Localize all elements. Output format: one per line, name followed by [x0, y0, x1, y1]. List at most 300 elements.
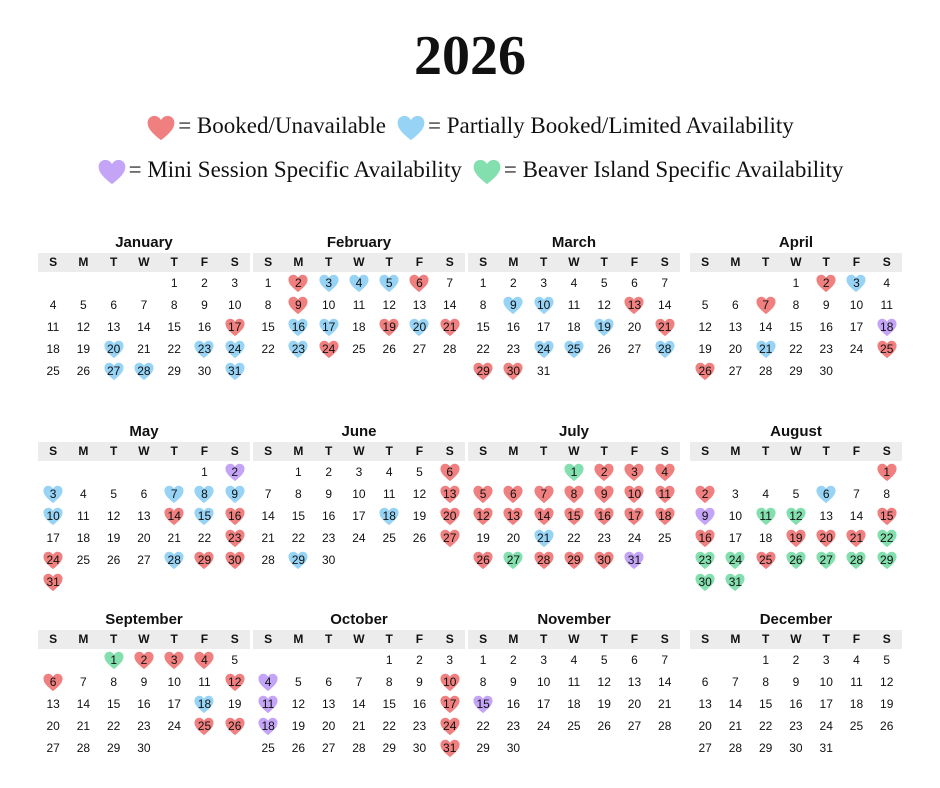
- day-number: 25: [880, 342, 894, 356]
- day-number: 21: [658, 697, 672, 711]
- day-number: 13: [106, 320, 121, 334]
- day-cell: [99, 505, 129, 527]
- day-cell: [781, 360, 811, 382]
- day-number: 30: [506, 741, 521, 755]
- day-number: 15: [197, 509, 212, 523]
- day-cell-booked: [589, 461, 619, 483]
- day-cell: [374, 693, 404, 715]
- day-cell: [38, 715, 68, 737]
- weekday-header: F: [404, 442, 434, 461]
- day-cell: [720, 316, 750, 338]
- month-grid: [253, 253, 465, 360]
- day-cell-partial: [529, 294, 559, 316]
- day-cell: [468, 316, 498, 338]
- day-cell: [374, 338, 404, 360]
- day-number: 10: [46, 509, 60, 523]
- day-number: 22: [567, 531, 581, 545]
- day-number: 6: [110, 298, 117, 312]
- day-cell: [690, 737, 720, 759]
- day-number: 2: [325, 465, 332, 479]
- blue-heart-icon: [396, 114, 426, 142]
- day-cell: [374, 294, 404, 316]
- day-number: 25: [758, 553, 773, 567]
- day-number: 18: [261, 719, 275, 733]
- day-number: 22: [382, 719, 396, 733]
- day-number: 1: [264, 276, 272, 290]
- day-cell-partial: [529, 527, 559, 549]
- day-number: 18: [658, 509, 672, 523]
- weekday-header: S: [253, 253, 283, 272]
- day-cell: [841, 671, 871, 693]
- day-number: 3: [732, 487, 739, 501]
- day-number: 2: [416, 653, 423, 667]
- day-cell-partial: [283, 338, 313, 360]
- day-cell-beaver: [720, 549, 750, 571]
- day-cell: [781, 693, 811, 715]
- day-cell-booked: [529, 505, 559, 527]
- month-grid: [38, 442, 250, 593]
- day-number: 9: [600, 487, 608, 501]
- empty-day-cell: [159, 461, 189, 483]
- day-cell-partial: [559, 338, 589, 360]
- day-cell-partial: [159, 549, 189, 571]
- day-cell: [720, 294, 750, 316]
- month-grid: [253, 442, 465, 571]
- day-cell: [559, 316, 589, 338]
- day-number: 13: [698, 697, 712, 711]
- calendar-year-title: 2026: [414, 25, 526, 87]
- empty-day-cell: [720, 272, 750, 294]
- day-number: 22: [167, 342, 181, 356]
- day-number: 24: [819, 719, 833, 733]
- empty-day-cell: [529, 461, 559, 483]
- day-number: 2: [510, 276, 517, 290]
- day-cell: [159, 527, 189, 549]
- day-number: 1: [792, 276, 800, 290]
- day-number: 16: [321, 509, 336, 523]
- day-cell: [374, 649, 404, 671]
- day-cell: [314, 549, 344, 571]
- day-cell: [68, 338, 98, 360]
- weekday-header: S: [38, 442, 68, 461]
- day-number: 11: [567, 675, 581, 689]
- day-cell: [650, 715, 680, 737]
- day-cell: [189, 294, 219, 316]
- day-number: 4: [570, 653, 578, 667]
- empty-day-cell: [811, 461, 841, 483]
- day-number: 5: [80, 298, 87, 312]
- day-cell: [374, 715, 404, 737]
- empty-day-cell: [253, 649, 283, 671]
- day-cell: [498, 338, 528, 360]
- day-number: 2: [600, 465, 608, 479]
- day-cell: [99, 737, 129, 759]
- weekday-header: S: [650, 630, 680, 649]
- day-number: 20: [412, 320, 427, 334]
- day-cell: [751, 316, 781, 338]
- day-cell: [589, 338, 619, 360]
- day-cell-booked: [38, 671, 68, 693]
- day-number: 23: [137, 719, 151, 733]
- day-cell: [159, 715, 189, 737]
- day-cell: [751, 483, 781, 505]
- day-cell-beaver: [690, 571, 720, 593]
- weekday-header: S: [435, 442, 465, 461]
- day-cell: [841, 693, 871, 715]
- weekday-header: S: [253, 630, 283, 649]
- day-number: 23: [698, 553, 712, 567]
- empty-day-cell: [781, 461, 811, 483]
- day-cell-mini: [253, 715, 283, 737]
- day-number: 27: [412, 342, 427, 356]
- weekday-header: T: [314, 442, 344, 461]
- day-cell-booked: [751, 549, 781, 571]
- day-cell: [751, 527, 781, 549]
- day-cell-beaver: [841, 549, 871, 571]
- day-number: 21: [849, 531, 864, 545]
- day-number: 6: [631, 276, 638, 290]
- day-number: 12: [597, 675, 611, 689]
- day-cell-partial: [650, 338, 680, 360]
- day-cell: [498, 737, 528, 759]
- day-number: 22: [106, 719, 121, 733]
- day-number: 17: [46, 531, 60, 545]
- day-number: 24: [627, 531, 642, 545]
- day-cell: [159, 316, 189, 338]
- day-cell: [129, 527, 159, 549]
- day-cell: [220, 693, 250, 715]
- day-number: 6: [416, 276, 423, 290]
- day-cell-booked: [38, 549, 68, 571]
- day-cell: [435, 338, 465, 360]
- day-number: 24: [849, 342, 864, 356]
- day-cell: [619, 671, 649, 693]
- day-cell-booked: [435, 737, 465, 759]
- day-number: 17: [536, 320, 551, 334]
- day-number: 19: [76, 342, 91, 356]
- day-number: 1: [170, 276, 178, 290]
- day-number: 20: [627, 320, 642, 334]
- day-number: 31: [728, 575, 743, 589]
- day-number: 12: [228, 675, 242, 689]
- day-number: 20: [106, 342, 121, 356]
- day-cell: [404, 715, 434, 737]
- day-cell: [68, 671, 98, 693]
- day-number: 26: [412, 531, 427, 545]
- day-number: 11: [77, 509, 90, 523]
- day-cell: [690, 338, 720, 360]
- day-number: 11: [352, 298, 366, 312]
- day-number: 7: [446, 276, 454, 290]
- day-number: 26: [76, 364, 91, 378]
- day-cell: [872, 483, 902, 505]
- day-number: 11: [759, 509, 772, 523]
- day-number: 25: [261, 741, 275, 755]
- day-cell-partial: [374, 505, 404, 527]
- day-cell: [404, 693, 434, 715]
- day-number: 10: [443, 675, 457, 689]
- day-cell: [619, 316, 649, 338]
- day-number: 8: [762, 675, 769, 689]
- day-cell: [344, 505, 374, 527]
- day-cell-booked: [220, 527, 250, 549]
- day-number: 27: [698, 741, 712, 755]
- day-number: 3: [853, 276, 860, 290]
- day-cell: [283, 737, 313, 759]
- day-cell: [68, 316, 98, 338]
- day-cell: [314, 693, 344, 715]
- day-cell-booked: [220, 671, 250, 693]
- weekday-header: T: [374, 630, 404, 649]
- day-number: 15: [880, 509, 894, 523]
- day-cell: [650, 649, 680, 671]
- day-cell: [189, 316, 219, 338]
- day-number: 6: [140, 487, 148, 501]
- day-number: 19: [476, 531, 490, 545]
- day-cell-beaver: [811, 549, 841, 571]
- day-cell-partial: [751, 338, 781, 360]
- day-cell: [872, 272, 902, 294]
- day-cell: [253, 549, 283, 571]
- weekday-header: S: [435, 253, 465, 272]
- day-number: 15: [382, 697, 396, 711]
- day-number: 17: [352, 509, 366, 523]
- day-cell-booked: [872, 338, 902, 360]
- day-number: 3: [540, 276, 547, 290]
- day-cell-partial: [129, 360, 159, 382]
- day-cell-booked: [690, 527, 720, 549]
- day-number: 17: [321, 320, 336, 334]
- day-number: 16: [506, 697, 521, 711]
- weekday-header: T: [374, 442, 404, 461]
- day-number: 19: [597, 320, 611, 334]
- day-number: 26: [597, 719, 611, 733]
- day-number: 19: [291, 719, 306, 733]
- day-number: 17: [728, 531, 743, 545]
- day-cell: [253, 294, 283, 316]
- day-number: 26: [228, 719, 242, 733]
- month-grid: [690, 253, 902, 382]
- day-number: 9: [231, 487, 239, 501]
- day-number: 23: [291, 342, 306, 356]
- day-number: 5: [883, 653, 891, 667]
- empty-day-cell: [129, 272, 159, 294]
- day-number: 2: [510, 653, 517, 667]
- day-cell: [720, 737, 750, 759]
- day-number: 7: [355, 675, 363, 689]
- legend-item-mini: [97, 154, 462, 186]
- day-cell: [253, 338, 283, 360]
- day-cell: [468, 715, 498, 737]
- day-number: 10: [849, 298, 864, 312]
- weekday-header: T: [374, 253, 404, 272]
- day-number: 7: [661, 653, 669, 667]
- day-cell-booked: [811, 527, 841, 549]
- day-cell: [650, 272, 680, 294]
- day-cell: [189, 461, 219, 483]
- day-cell: [344, 461, 374, 483]
- day-number: 16: [291, 320, 306, 334]
- day-number: 17: [167, 697, 181, 711]
- day-number: 10: [228, 298, 242, 312]
- empty-day-cell: [751, 272, 781, 294]
- day-number: 3: [631, 465, 638, 479]
- day-number: 4: [49, 298, 57, 312]
- day-number: 30: [597, 553, 611, 567]
- day-cell: [811, 360, 841, 382]
- day-cell-booked: [468, 549, 498, 571]
- day-number: 16: [789, 697, 803, 711]
- empty-day-cell: [38, 461, 68, 483]
- day-cell: [811, 505, 841, 527]
- weekday-header: W: [559, 630, 589, 649]
- weekday-header: F: [619, 442, 649, 461]
- day-number: 30: [698, 575, 712, 589]
- day-cell-booked: [559, 549, 589, 571]
- day-cell: [404, 505, 434, 527]
- legend-label-partial: = Partially Booked/Limited Availability: [427, 113, 794, 138]
- month-title: March: [551, 234, 597, 251]
- day-cell: [220, 294, 250, 316]
- day-cell: [344, 693, 374, 715]
- weekday-header: S: [468, 630, 498, 649]
- day-number: 11: [382, 487, 396, 501]
- day-cell: [751, 715, 781, 737]
- day-cell: [468, 649, 498, 671]
- day-cell: [129, 483, 159, 505]
- day-number: 16: [698, 531, 712, 545]
- day-cell-partial: [99, 360, 129, 382]
- day-cell: [253, 272, 283, 294]
- day-number: 22: [880, 531, 894, 545]
- day-cell: [129, 693, 159, 715]
- day-number: 1: [201, 465, 208, 479]
- day-cell: [872, 294, 902, 316]
- day-number: 10: [321, 298, 336, 312]
- day-number: 24: [352, 531, 366, 545]
- day-number: 27: [46, 741, 60, 755]
- day-number: 22: [261, 342, 275, 356]
- day-number: 16: [137, 697, 151, 711]
- weekday-header: T: [159, 442, 189, 461]
- legend-label-mini: = Mini Session Specific Availability: [128, 157, 462, 182]
- day-cell: [68, 693, 98, 715]
- weekday-header: T: [99, 442, 129, 461]
- weekday-header: T: [751, 253, 781, 272]
- day-number: 9: [510, 675, 517, 689]
- empty-day-cell: [68, 272, 98, 294]
- day-number: 8: [570, 487, 578, 501]
- day-cell: [841, 649, 871, 671]
- day-number: 26: [382, 342, 396, 356]
- day-number: 12: [412, 487, 427, 501]
- weekday-header: M: [498, 442, 528, 461]
- day-cell-beaver: [690, 549, 720, 571]
- red-heart-icon: [146, 114, 176, 142]
- day-number: 7: [853, 487, 860, 501]
- day-cell: [99, 527, 129, 549]
- day-cell: [404, 671, 434, 693]
- legend-item-partial: [396, 110, 794, 142]
- day-cell: [99, 316, 129, 338]
- day-cell: [498, 316, 528, 338]
- day-number: 25: [658, 531, 672, 545]
- day-cell: [498, 527, 528, 549]
- weekday-header: S: [872, 442, 902, 461]
- weekday-header: S: [38, 630, 68, 649]
- day-cell: [253, 505, 283, 527]
- day-cell: [529, 649, 559, 671]
- day-cell: [872, 671, 902, 693]
- weekday-header: F: [841, 630, 871, 649]
- day-cell: [99, 483, 129, 505]
- day-number: 13: [627, 298, 642, 312]
- day-number: 24: [321, 342, 336, 356]
- day-cell: [314, 294, 344, 316]
- month-title: November: [537, 611, 611, 628]
- day-number: 5: [231, 653, 239, 667]
- day-cell: [781, 649, 811, 671]
- day-cell-mini: [619, 549, 649, 571]
- day-cell: [68, 360, 98, 382]
- day-number: 11: [567, 298, 581, 312]
- day-number: 24: [46, 553, 60, 567]
- day-cell-booked: [559, 505, 589, 527]
- day-number: 28: [728, 741, 743, 755]
- day-number: 17: [228, 320, 242, 334]
- day-number: 28: [758, 364, 773, 378]
- day-number: 2: [701, 487, 709, 501]
- day-number: 6: [701, 675, 709, 689]
- day-number: 1: [883, 465, 891, 479]
- weekday-header: S: [220, 630, 250, 649]
- weekday-header: M: [68, 630, 98, 649]
- month-title: January: [115, 234, 173, 251]
- day-cell-partial: [38, 505, 68, 527]
- day-cell: [650, 527, 680, 549]
- day-cell: [589, 272, 619, 294]
- day-cell: [38, 737, 68, 759]
- day-cell-booked: [404, 272, 434, 294]
- day-cell: [872, 649, 902, 671]
- day-number: 13: [819, 509, 833, 523]
- day-cell-partial: [220, 483, 250, 505]
- day-number: 24: [443, 719, 457, 733]
- day-cell: [344, 294, 374, 316]
- day-number: 29: [106, 741, 121, 755]
- day-number: 14: [76, 697, 91, 711]
- day-cell: [99, 715, 129, 737]
- day-cell-booked: [435, 671, 465, 693]
- weekday-header: T: [751, 630, 781, 649]
- month-december: [690, 611, 902, 759]
- day-cell: [129, 505, 159, 527]
- day-cell-beaver: [781, 505, 811, 527]
- empty-day-cell: [99, 272, 129, 294]
- day-number: 19: [880, 697, 894, 711]
- day-number: 8: [479, 675, 487, 689]
- day-number: 13: [443, 487, 457, 501]
- day-number: 3: [540, 653, 547, 667]
- day-cell-booked: [129, 649, 159, 671]
- day-cell: [468, 294, 498, 316]
- weekday-header: W: [344, 630, 374, 649]
- day-cell: [589, 693, 619, 715]
- month-title: July: [558, 423, 589, 440]
- day-number: 28: [849, 553, 864, 567]
- day-number: 1: [479, 276, 487, 290]
- day-number: 20: [443, 509, 457, 523]
